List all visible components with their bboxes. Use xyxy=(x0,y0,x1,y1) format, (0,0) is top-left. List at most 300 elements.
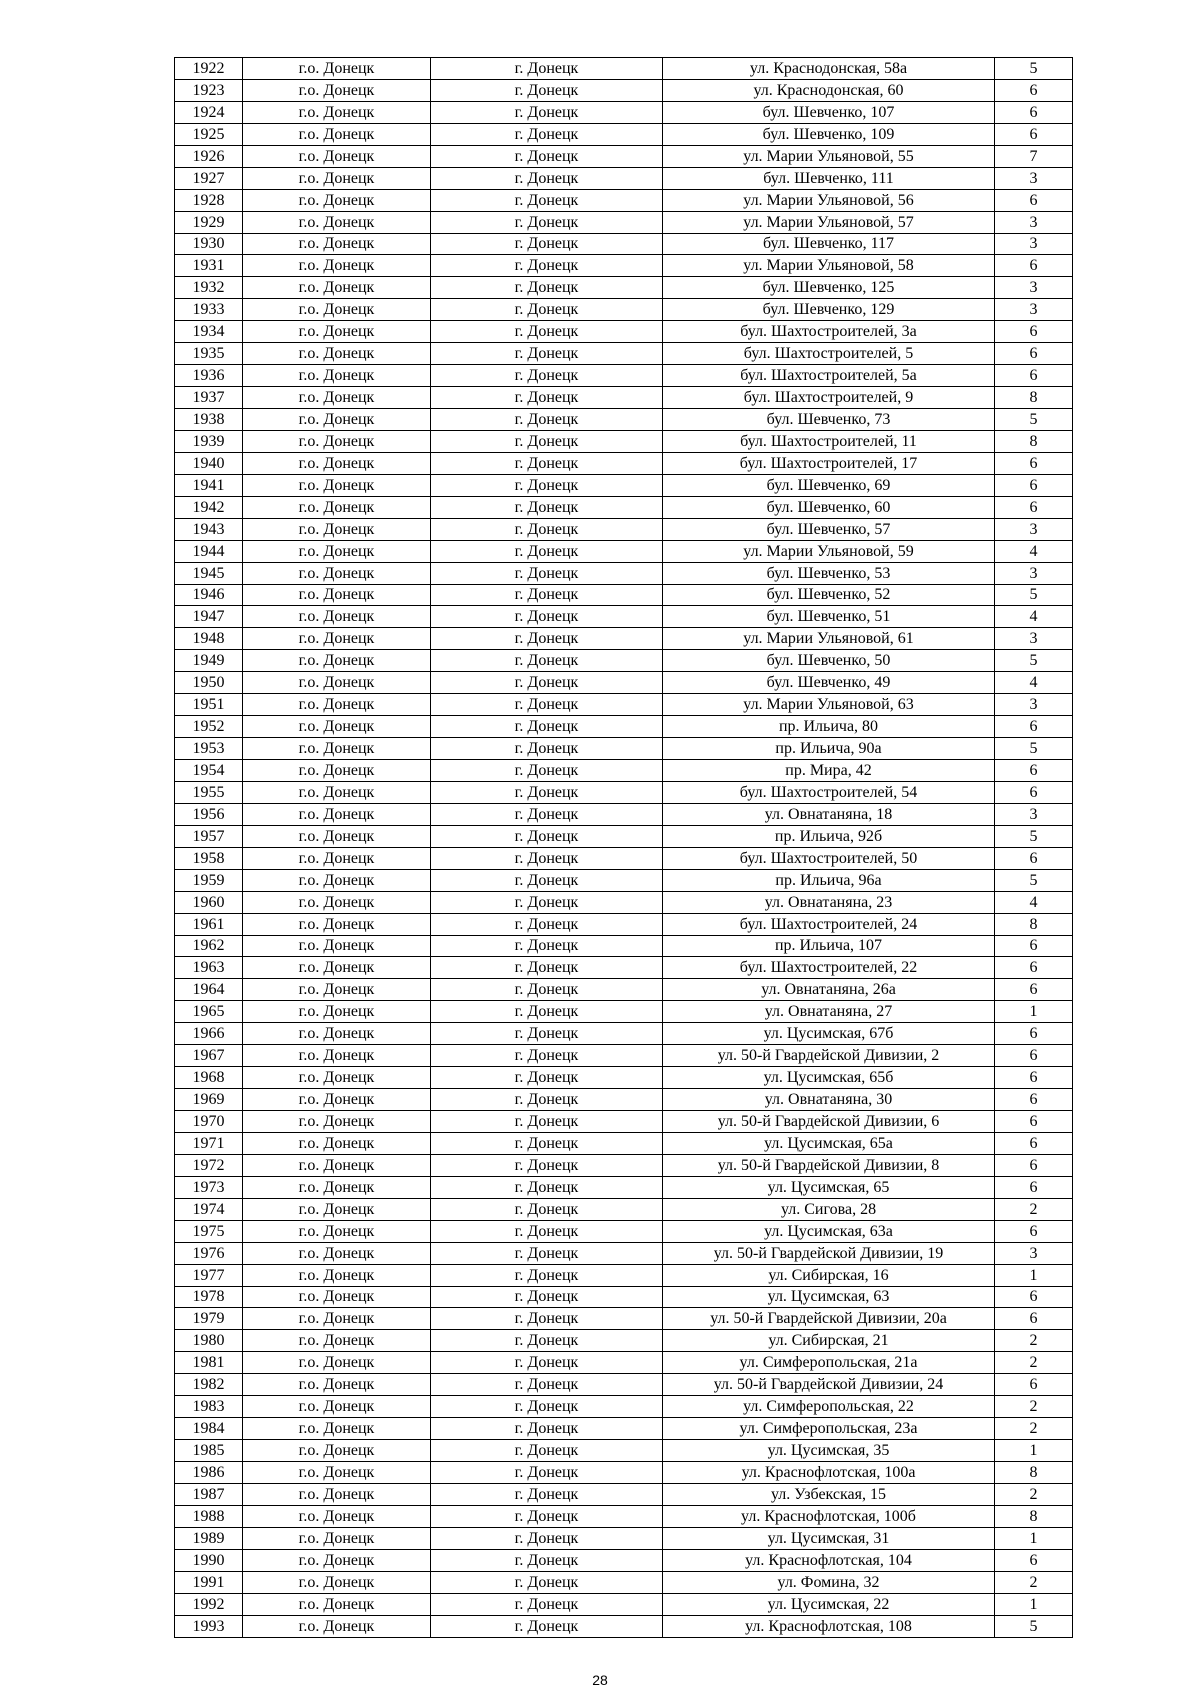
row-number-cell: 1952 xyxy=(175,716,243,738)
count-cell: 3 xyxy=(995,299,1073,321)
row-number-cell: 1950 xyxy=(175,672,243,694)
row-number-cell: 1922 xyxy=(175,58,243,80)
address-cell: ул. Краснодонская, 60 xyxy=(663,79,995,101)
address-cell: ул. 50-й Гвардейской Дивизии, 24 xyxy=(663,1374,995,1396)
city-cell: г. Донецк xyxy=(431,474,663,496)
city-cell: г. Донецк xyxy=(431,387,663,409)
city-cell: г. Донецк xyxy=(431,1374,663,1396)
row-number-cell: 1989 xyxy=(175,1527,243,1549)
count-cell: 3 xyxy=(995,167,1073,189)
district-cell: г.о. Донецк xyxy=(243,58,431,80)
count-cell: 6 xyxy=(995,847,1073,869)
count-cell: 1 xyxy=(995,1001,1073,1023)
table-row xyxy=(175,167,1073,189)
count-cell: 2 xyxy=(995,1198,1073,1220)
district-cell: г.о. Донецк xyxy=(243,496,431,518)
table-row xyxy=(175,299,1073,321)
district-cell: г.о. Донецк xyxy=(243,365,431,387)
district-cell: г.о. Донецк xyxy=(243,474,431,496)
city-cell: г. Донецк xyxy=(431,913,663,935)
table-row xyxy=(175,1067,1073,1089)
city-cell: г. Донецк xyxy=(431,825,663,847)
row-number-cell: 1947 xyxy=(175,606,243,628)
district-cell: г.о. Донецк xyxy=(243,387,431,409)
address-cell: ул. Симферопольская, 22 xyxy=(663,1396,995,1418)
district-cell: г.о. Донецк xyxy=(243,957,431,979)
district-cell: г.о. Донецк xyxy=(243,1330,431,1352)
table-row xyxy=(175,760,1073,782)
district-cell: г.о. Донецк xyxy=(243,825,431,847)
city-cell: г. Донецк xyxy=(431,79,663,101)
count-cell: 4 xyxy=(995,891,1073,913)
address-cell: ул. Цусимская, 67б xyxy=(663,1023,995,1045)
address-cell: бул. Шевченко, 49 xyxy=(663,672,995,694)
row-number-cell: 1960 xyxy=(175,891,243,913)
address-cell: ул. Овнатаняна, 23 xyxy=(663,891,995,913)
district-cell: г.о. Донецк xyxy=(243,277,431,299)
address-cell: пр. Ильича, 90а xyxy=(663,738,995,760)
count-cell: 6 xyxy=(995,760,1073,782)
row-number-cell: 1936 xyxy=(175,365,243,387)
row-number-cell: 1955 xyxy=(175,781,243,803)
row-number-cell: 1954 xyxy=(175,760,243,782)
city-cell: г. Донецк xyxy=(431,584,663,606)
city-cell: г. Донецк xyxy=(431,277,663,299)
address-cell: пр. Ильича, 80 xyxy=(663,716,995,738)
district-cell: г.о. Донецк xyxy=(243,1505,431,1527)
table-row xyxy=(175,803,1073,825)
district-cell: г.о. Донецк xyxy=(243,891,431,913)
count-cell: 3 xyxy=(995,562,1073,584)
address-cell: ул. 50-й Гвардейской Дивизии, 20а xyxy=(663,1308,995,1330)
district-cell: г.о. Донецк xyxy=(243,562,431,584)
district-cell: г.о. Донецк xyxy=(243,869,431,891)
row-number-cell: 1986 xyxy=(175,1462,243,1484)
address-cell: ул. Овнатаняна, 18 xyxy=(663,803,995,825)
district-cell: г.о. Донецк xyxy=(243,452,431,474)
district-cell: г.о. Донецк xyxy=(243,1418,431,1440)
district-cell: г.о. Донецк xyxy=(243,738,431,760)
table-row xyxy=(175,584,1073,606)
city-cell: г. Донецк xyxy=(431,1132,663,1154)
district-cell: г.о. Донецк xyxy=(243,1154,431,1176)
table-row xyxy=(175,1308,1073,1330)
city-cell: г. Донецк xyxy=(431,365,663,387)
address-cell: ул. Сибирская, 21 xyxy=(663,1330,995,1352)
district-cell: г.о. Донецк xyxy=(243,101,431,123)
row-number-cell: 1992 xyxy=(175,1593,243,1615)
row-number-cell: 1940 xyxy=(175,452,243,474)
district-cell: г.о. Донецк xyxy=(243,1308,431,1330)
row-number-cell: 1948 xyxy=(175,628,243,650)
table-row xyxy=(175,343,1073,365)
city-cell: г. Донецк xyxy=(431,1067,663,1089)
row-number-cell: 1933 xyxy=(175,299,243,321)
city-cell: г. Донецк xyxy=(431,935,663,957)
city-cell: г. Донецк xyxy=(431,1527,663,1549)
district-cell: г.о. Донецк xyxy=(243,1374,431,1396)
address-cell: пр. Ильича, 107 xyxy=(663,935,995,957)
count-cell: 6 xyxy=(995,1220,1073,1242)
table-row xyxy=(175,452,1073,474)
count-cell: 6 xyxy=(995,79,1073,101)
address-cell: бул. Шахтостроителей, 54 xyxy=(663,781,995,803)
table-row xyxy=(175,1571,1073,1593)
address-cell: ул. Марии Ульяновой, 59 xyxy=(663,540,995,562)
count-cell: 6 xyxy=(995,979,1073,1001)
count-cell: 3 xyxy=(995,211,1073,233)
count-cell: 2 xyxy=(995,1483,1073,1505)
address-cell: ул. Марии Ульяновой, 58 xyxy=(663,255,995,277)
row-number-cell: 1958 xyxy=(175,847,243,869)
city-cell: г. Донецк xyxy=(431,1396,663,1418)
table-row xyxy=(175,1089,1073,1111)
address-cell: бул. Шевченко, 129 xyxy=(663,299,995,321)
count-cell: 3 xyxy=(995,803,1073,825)
district-cell: г.о. Донецк xyxy=(243,1593,431,1615)
city-cell: г. Донецк xyxy=(431,233,663,255)
table-row xyxy=(175,211,1073,233)
address-cell: ул. Марии Ульяновой, 63 xyxy=(663,694,995,716)
count-cell: 3 xyxy=(995,277,1073,299)
table-row xyxy=(175,1418,1073,1440)
count-cell: 3 xyxy=(995,628,1073,650)
address-cell: ул. Цусимская, 63 xyxy=(663,1286,995,1308)
city-cell: г. Донецк xyxy=(431,255,663,277)
district-cell: г.о. Донецк xyxy=(243,255,431,277)
address-cell: ул. Овнатаняна, 30 xyxy=(663,1089,995,1111)
city-cell: г. Донецк xyxy=(431,1154,663,1176)
district-cell: г.о. Донецк xyxy=(243,781,431,803)
city-cell: г. Донецк xyxy=(431,101,663,123)
table-row xyxy=(175,716,1073,738)
district-cell: г.о. Донецк xyxy=(243,1462,431,1484)
address-cell: бул. Шевченко, 53 xyxy=(663,562,995,584)
row-number-cell: 1957 xyxy=(175,825,243,847)
address-cell: пр. Мира, 42 xyxy=(663,760,995,782)
district-cell: г.о. Донецк xyxy=(243,1571,431,1593)
row-number-cell: 1932 xyxy=(175,277,243,299)
city-cell: г. Донецк xyxy=(431,781,663,803)
address-cell: бул. Шевченко, 51 xyxy=(663,606,995,628)
city-cell: г. Донецк xyxy=(431,1615,663,1637)
district-cell: г.о. Донецк xyxy=(243,694,431,716)
district-cell: г.о. Донецк xyxy=(243,628,431,650)
row-number-cell: 1977 xyxy=(175,1264,243,1286)
row-number-cell: 1953 xyxy=(175,738,243,760)
city-cell: г. Донецк xyxy=(431,1352,663,1374)
count-cell: 1 xyxy=(995,1527,1073,1549)
district-cell: г.о. Донецк xyxy=(243,1220,431,1242)
district-cell: г.о. Донецк xyxy=(243,167,431,189)
table-row xyxy=(175,1154,1073,1176)
row-number-cell: 1985 xyxy=(175,1440,243,1462)
district-cell: г.о. Донецк xyxy=(243,189,431,211)
district-cell: г.о. Донецк xyxy=(243,979,431,1001)
address-cell: бул. Шахтостроителей, 50 xyxy=(663,847,995,869)
district-cell: г.о. Донецк xyxy=(243,935,431,957)
count-cell: 6 xyxy=(995,123,1073,145)
district-cell: г.о. Донецк xyxy=(243,803,431,825)
district-cell: г.о. Донецк xyxy=(243,430,431,452)
address-cell: бул. Шевченко, 125 xyxy=(663,277,995,299)
count-cell: 2 xyxy=(995,1352,1073,1374)
row-number-cell: 1941 xyxy=(175,474,243,496)
count-cell: 3 xyxy=(995,694,1073,716)
table-row xyxy=(175,1045,1073,1067)
table-row xyxy=(175,1396,1073,1418)
row-number-cell: 1993 xyxy=(175,1615,243,1637)
row-number-cell: 1949 xyxy=(175,650,243,672)
district-cell: г.о. Донецк xyxy=(243,79,431,101)
address-cell: ул. Марии Ульяновой, 61 xyxy=(663,628,995,650)
table-row xyxy=(175,233,1073,255)
count-cell: 3 xyxy=(995,233,1073,255)
city-cell: г. Донецк xyxy=(431,1549,663,1571)
count-cell: 6 xyxy=(995,1111,1073,1133)
row-number-cell: 1980 xyxy=(175,1330,243,1352)
table-row xyxy=(175,1483,1073,1505)
row-number-cell: 1979 xyxy=(175,1308,243,1330)
row-number-cell: 1988 xyxy=(175,1505,243,1527)
address-cell: бул. Шевченко, 73 xyxy=(663,409,995,431)
city-cell: г. Донецк xyxy=(431,562,663,584)
table-row xyxy=(175,430,1073,452)
table-row xyxy=(175,825,1073,847)
count-cell: 6 xyxy=(995,496,1073,518)
address-cell: ул. Краснофлотская, 100б xyxy=(663,1505,995,1527)
count-cell: 6 xyxy=(995,1132,1073,1154)
address-cell: бул. Шахтостроителей, 5а xyxy=(663,365,995,387)
count-cell: 6 xyxy=(995,1045,1073,1067)
table-row xyxy=(175,255,1073,277)
table-row xyxy=(175,1527,1073,1549)
address-cell: бул. Шевченко, 57 xyxy=(663,518,995,540)
row-number-cell: 1923 xyxy=(175,79,243,101)
count-cell: 6 xyxy=(995,189,1073,211)
district-cell: г.о. Донецк xyxy=(243,1286,431,1308)
row-number-cell: 1928 xyxy=(175,189,243,211)
district-cell: г.о. Донецк xyxy=(243,1067,431,1089)
district-cell: г.о. Донецк xyxy=(243,1264,431,1286)
address-cell: ул. Фомина, 32 xyxy=(663,1571,995,1593)
table-row xyxy=(175,101,1073,123)
table-row xyxy=(175,365,1073,387)
table-row xyxy=(175,781,1073,803)
address-cell: ул. Цусимская, 63а xyxy=(663,1220,995,1242)
table-row xyxy=(175,1176,1073,1198)
address-cell: ул. Овнатаняна, 27 xyxy=(663,1001,995,1023)
district-cell: г.о. Донецк xyxy=(243,584,431,606)
count-cell: 6 xyxy=(995,474,1073,496)
table-row xyxy=(175,1615,1073,1637)
district-cell: г.о. Донецк xyxy=(243,1352,431,1374)
count-cell: 6 xyxy=(995,781,1073,803)
count-cell: 6 xyxy=(995,957,1073,979)
district-cell: г.о. Донецк xyxy=(243,145,431,167)
district-cell: г.о. Донецк xyxy=(243,1023,431,1045)
table-row xyxy=(175,540,1073,562)
row-number-cell: 1951 xyxy=(175,694,243,716)
city-cell: г. Донецк xyxy=(431,716,663,738)
count-cell: 5 xyxy=(995,1615,1073,1637)
address-cell: ул. Цусимская, 65б xyxy=(663,1067,995,1089)
city-cell: г. Донецк xyxy=(431,869,663,891)
city-cell: г. Донецк xyxy=(431,1308,663,1330)
district-cell: г.о. Донецк xyxy=(243,716,431,738)
district-cell: г.о. Донецк xyxy=(243,1440,431,1462)
count-cell: 6 xyxy=(995,1549,1073,1571)
city-cell: г. Донецк xyxy=(431,452,663,474)
address-cell: ул. Цусимская, 31 xyxy=(663,1527,995,1549)
address-cell: бул. Шевченко, 60 xyxy=(663,496,995,518)
district-cell: г.о. Донецк xyxy=(243,1483,431,1505)
count-cell: 5 xyxy=(995,825,1073,847)
row-number-cell: 1944 xyxy=(175,540,243,562)
row-number-cell: 1965 xyxy=(175,1001,243,1023)
count-cell: 6 xyxy=(995,101,1073,123)
district-cell: г.о. Донецк xyxy=(243,847,431,869)
city-cell: г. Донецк xyxy=(431,518,663,540)
city-cell: г. Донецк xyxy=(431,211,663,233)
row-number-cell: 1990 xyxy=(175,1549,243,1571)
city-cell: г. Донецк xyxy=(431,1198,663,1220)
table-row xyxy=(175,738,1073,760)
count-cell: 6 xyxy=(995,1374,1073,1396)
city-cell: г. Донецк xyxy=(431,1483,663,1505)
district-cell: г.о. Донецк xyxy=(243,650,431,672)
address-cell: бул. Шевченко, 111 xyxy=(663,167,995,189)
city-cell: г. Донецк xyxy=(431,1505,663,1527)
city-cell: г. Донецк xyxy=(431,979,663,1001)
table-row xyxy=(175,1264,1073,1286)
address-cell: бул. Шахтостроителей, 9 xyxy=(663,387,995,409)
district-cell: г.о. Донецк xyxy=(243,1176,431,1198)
row-number-cell: 1959 xyxy=(175,869,243,891)
city-cell: г. Донецк xyxy=(431,343,663,365)
count-cell: 1 xyxy=(995,1264,1073,1286)
row-number-cell: 1934 xyxy=(175,321,243,343)
district-cell: г.о. Донецк xyxy=(243,518,431,540)
table-row xyxy=(175,1505,1073,1527)
address-cell: ул. 50-й Гвардейской Дивизии, 6 xyxy=(663,1111,995,1133)
district-cell: г.о. Донецк xyxy=(243,299,431,321)
count-cell: 6 xyxy=(995,1067,1073,1089)
count-cell: 6 xyxy=(995,1308,1073,1330)
table-row xyxy=(175,1286,1073,1308)
city-cell: г. Донецк xyxy=(431,1023,663,1045)
table-row xyxy=(175,694,1073,716)
district-cell: г.о. Донецк xyxy=(243,233,431,255)
count-cell: 2 xyxy=(995,1571,1073,1593)
row-number-cell: 1930 xyxy=(175,233,243,255)
city-cell: г. Донецк xyxy=(431,1089,663,1111)
address-cell: ул. Цусимская, 65 xyxy=(663,1176,995,1198)
row-number-cell: 1935 xyxy=(175,343,243,365)
row-number-cell: 1984 xyxy=(175,1418,243,1440)
table-row xyxy=(175,145,1073,167)
count-cell: 6 xyxy=(995,255,1073,277)
city-cell: г. Донецк xyxy=(431,189,663,211)
count-cell: 2 xyxy=(995,1396,1073,1418)
row-number-cell: 1966 xyxy=(175,1023,243,1045)
address-cell: ул. Краснофлотская, 100а xyxy=(663,1462,995,1484)
address-cell: ул. Краснофлотская, 108 xyxy=(663,1615,995,1637)
city-cell: г. Донецк xyxy=(431,167,663,189)
row-number-cell: 1970 xyxy=(175,1111,243,1133)
row-number-cell: 1983 xyxy=(175,1396,243,1418)
city-cell: г. Донецк xyxy=(431,321,663,343)
count-cell: 6 xyxy=(995,321,1073,343)
table-row xyxy=(175,58,1073,80)
table-row xyxy=(175,1242,1073,1264)
row-number-cell: 1956 xyxy=(175,803,243,825)
district-cell: г.о. Донецк xyxy=(243,1132,431,1154)
address-cell: ул. Краснофлотская, 104 xyxy=(663,1549,995,1571)
count-cell: 8 xyxy=(995,1462,1073,1484)
address-cell: пр. Ильича, 92б xyxy=(663,825,995,847)
district-cell: г.о. Донецк xyxy=(243,1198,431,1220)
table-row xyxy=(175,1220,1073,1242)
city-cell: г. Донецк xyxy=(431,1286,663,1308)
row-number-cell: 1931 xyxy=(175,255,243,277)
address-cell: ул. Узбекская, 15 xyxy=(663,1483,995,1505)
city-cell: г. Донецк xyxy=(431,496,663,518)
address-table xyxy=(174,57,1073,1638)
address-cell: ул. Цусимская, 35 xyxy=(663,1440,995,1462)
city-cell: г. Донецк xyxy=(431,1462,663,1484)
table-row xyxy=(175,321,1073,343)
district-cell: г.о. Донецк xyxy=(243,1527,431,1549)
city-cell: г. Донецк xyxy=(431,145,663,167)
address-cell: ул. Цусимская, 65а xyxy=(663,1132,995,1154)
row-number-cell: 1981 xyxy=(175,1352,243,1374)
city-cell: г. Донецк xyxy=(431,299,663,321)
row-number-cell: 1961 xyxy=(175,913,243,935)
row-number-cell: 1964 xyxy=(175,979,243,1001)
count-cell: 6 xyxy=(995,1089,1073,1111)
address-cell: ул. Сибирская, 16 xyxy=(663,1264,995,1286)
count-cell: 6 xyxy=(995,1176,1073,1198)
count-cell: 5 xyxy=(995,409,1073,431)
table-row xyxy=(175,189,1073,211)
city-cell: г. Донецк xyxy=(431,628,663,650)
table-row xyxy=(175,1330,1073,1352)
address-cell: бул. Шахтостроителей, 5 xyxy=(663,343,995,365)
city-cell: г. Донецк xyxy=(431,1418,663,1440)
district-cell: г.о. Донецк xyxy=(243,606,431,628)
table-row xyxy=(175,1001,1073,1023)
count-cell: 5 xyxy=(995,58,1073,80)
count-cell: 2 xyxy=(995,1330,1073,1352)
address-cell: ул. Симферопольская, 21а xyxy=(663,1352,995,1374)
row-number-cell: 1972 xyxy=(175,1154,243,1176)
city-cell: г. Донецк xyxy=(431,430,663,452)
row-number-cell: 1969 xyxy=(175,1089,243,1111)
district-cell: г.о. Донецк xyxy=(243,540,431,562)
count-cell: 8 xyxy=(995,430,1073,452)
address-cell: ул. Цусимская, 22 xyxy=(663,1593,995,1615)
row-number-cell: 1924 xyxy=(175,101,243,123)
address-cell: ул. Марии Ульяновой, 56 xyxy=(663,189,995,211)
table-row xyxy=(175,935,1073,957)
table-row xyxy=(175,869,1073,891)
city-cell: г. Донецк xyxy=(431,1440,663,1462)
address-cell: бул. Шахтостроителей, 11 xyxy=(663,430,995,452)
table-row xyxy=(175,1462,1073,1484)
address-cell: ул. Марии Ульяновой, 55 xyxy=(663,145,995,167)
city-cell: г. Донецк xyxy=(431,1176,663,1198)
